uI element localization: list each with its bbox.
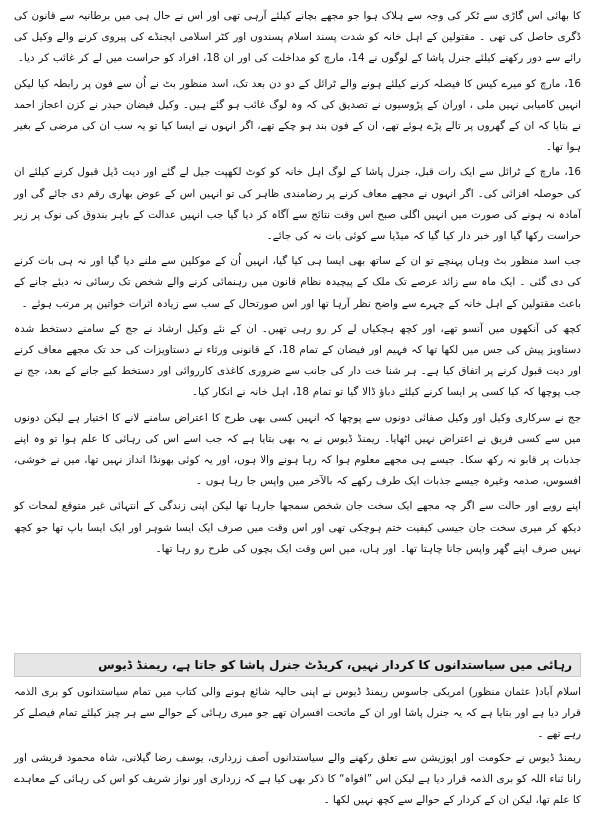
article-paragraph-1: کا بھائی اس گاڑی سے ٹکر کی وجہ سے ہلاک ہوا جو مجھے بچانے کیلئے آرہی تھی اور اس نے حال ہی میں برطانیہ سے قانون کی ڈگری حاصل کی تھی ۔ مقتولین کے اہل خانہ کو شدت پسند اسلام پسندوں اور کٹر اسلامی ایجنڈے کی پیروی کرنے والے وکیل کی رائے سے دور رکھنے کیلئے جنرل پاشا کے لوگوں نے 14، مارچ کو مداخلت کی اور ان 18، افراد کو حراست میں لے کر غائب کر دیا۔ — [14, 10, 581, 65]
news-item — [14, 653, 581, 813]
article-paragraph-5: کچھ کی آنکھوں میں آنسو تھے، اور کچھ ہچکیاں لے کر رو رہی تھیں۔ ان کے نئے وکیل ارشاد نے جج کے سامنے دستخط شدہ دستاویز پیش کی جس میں لکھا تھا کہ فہیم اور فیضان کے تمام 18، کے قانونی ورثاء نے دستاویزات کی حد تک مجھے معاف کرنے اور دیت قبول کرنے پر اتفاق کیا ہے۔ ہر شنا خت دار کی جانب سے ضروری کاغذی کارروائی اور دستخط کیے جانے کے بعد، جج نے جب پوچھا کہ کیا کسی پر ایسا کرنے کیلئے دباؤ ڈالا گیا تو تمام 18، اہل خانہ نے انکار کیا۔ — [14, 322, 582, 399]
news-paragraph-1: اسلام آباد( عثمان منظور) امریکی جاسوس ریمنڈ ڈیوس نے اپنی حالیہ شائع ہونے والی کتاب میں تمام سیاستدانوں کو بری الذمہ قرار دیا ہے اور بتایا ہے کہ یہ جنرل پاشا اور ان کے ماتحت افسران تھے جو میری رہائی کے حوالے سے ہر چیز کیلئے تمام فیصلے کر رہے تھے ۔ — [14, 686, 581, 741]
article-body — [14, 6, 581, 560]
article-paragraph-4: جب اسد منظور بٹ وہاں پہنچے تو ان کے ساتھ بھی ایسا ہی کیا گیا، انہیں اُن کے موکلین سے ملنے دیا گیا اور نہ ہی بات کرنے کی دی گئی ۔ ایک ماہ سے زائد عرصے تک ملک کے پیچیدہ نظام قانون میں رہنمائی کرنے والے شخص تک رسائی نہ دیئے جانے کے باعث مقتولین کے اہل خانہ کے چہرے سے واضح نظر آرہا تھا اور اس صورتحال کے سب سے زیادہ اثرات خواتین پر مرتب ہوئے ۔ — [14, 255, 581, 310]
article-paragraph-6: جج نے سرکاری وکیل اور وکیل صفائی دونوں سے پوچھا کہ انہیں کسی بھی طرح کا اعتراض سامنے لانے کا اختیار ہے لیکن دونوں میں سے کسی فریق نے اعتراض نہیں اٹھایا۔ ریمنڈ ڈیوس نے یہ بھی بتایا ہے کہ جب اسے اس کی رہائی کا علم ہوا تو وہ اپنے جذبات پر قابو نہ رکھ سکا۔ جیسے ہی مجھے معلوم ہوا کہ رہا ہونے والا ہوں، اور یہ کوئی بھونڈا انداز نہیں تھا، میں نے خوشی، افسوس، صدمہ وغیرہ جیسے جذبات ایک طرف رکھے کہ بالآخر میں واپس جا رہا ہوں ۔ — [14, 411, 581, 488]
news-headline: رہائی میں سیاستدانوں کا کردار نہیں، کریڈٹ جنرل پاشا کو جاتا ہے، ریمنڈ ڈیوس — [14, 653, 581, 677]
article-paragraph-2: 16، مارچ کو میرے کیس کا فیصلہ کرنے کیلئے ہونے والے ٹرائل کے دو دن بعد تک، اسد منظور بٹ نے اُن سے فون پر رابطہ کیا لیکن انہیں کامیابی نہیں ملی ، اوران کے پڑوسیوں نے تصدیق کی کہ وہ لوگ غائب ہو گئے ہیں۔ وکیل فیضان حیدر نے کزن اعجاز احمد نے بتایا کہ ان کے گھروں پر تالے پڑے ہوئے تھے، ان کے فون بند ہو چکے تھے، اگر انہوں نے ایسا کیا تو یہ سب ان کی مرضی کے بغیر ہوا تھا۔ — [14, 77, 581, 154]
article-paragraph-3: 16، مارچ کے ٹرائل سے ایک رات قبل، جنرل پاشا کے لوگ اہل خانہ کو کوٹ لکھپت جیل لے گئے اور دیت ڈیل قبول کرنے کیلئے ان کی حوصلہ افزائی کی۔ اگر انہوں نے مجھے معاف کرنے پر رضامندی ظاہر کی تو انہیں اس کے عوض بھاری رقم دی جائے گی اور آمادہ نہ ہونے کی صورت میں انہیں اگلی صبح اس وقت نتائج سے آگاہ کر دیا گیا جب انہیں عدالت کے باہر بندوق کی نوک پر زیر حراست رکھا گیا اور خبر دار کیا گیا کہ میڈیا سے کوئی بات نہ کی جائے۔ — [14, 166, 581, 243]
article-paragraph-7: اپنے رویے اور حالت سے اگر چہ مجھے ایک سخت جان شخص سمجھا جارہا تھا لیکن اپنی زندگی کے انتہائی غیر متوقع لمحات کو دیکھ کر میری سخت جان جیسی کیفیت ختم ہوچکی تھی اور اس وقت میں صرف ایک ایسا شوہر اور ایک ایسا باپ تھا جو کچھ نہیں صرف اپنے گھر واپس جانا چاہتا تھا۔ اور ہاں، میں اس وقت ایک بچوں کی طرح رو رہا تھا۔ — [14, 500, 581, 555]
news-paragraph-2: ریمنڈ ڈیوس نے حکومت اور اپوزیشن سے تعلق رکھنے والے سیاستدانوں آصف زرداری، یوسف رضا گیلانی، شاہ محمود قریشی اور رانا ثناء اللہ کو بری الذمہ قرار دیا ہے لیکن اس ”افواہ“ کا ذکر بھی کیا ہے کہ زرداری اور نواز شریف کو اس کی رہائی کے معاہدے کا علم تھا، لیکن ان کے کردار کے حوالے سے کچھ نہیں لکھا ۔ — [14, 751, 581, 807]
